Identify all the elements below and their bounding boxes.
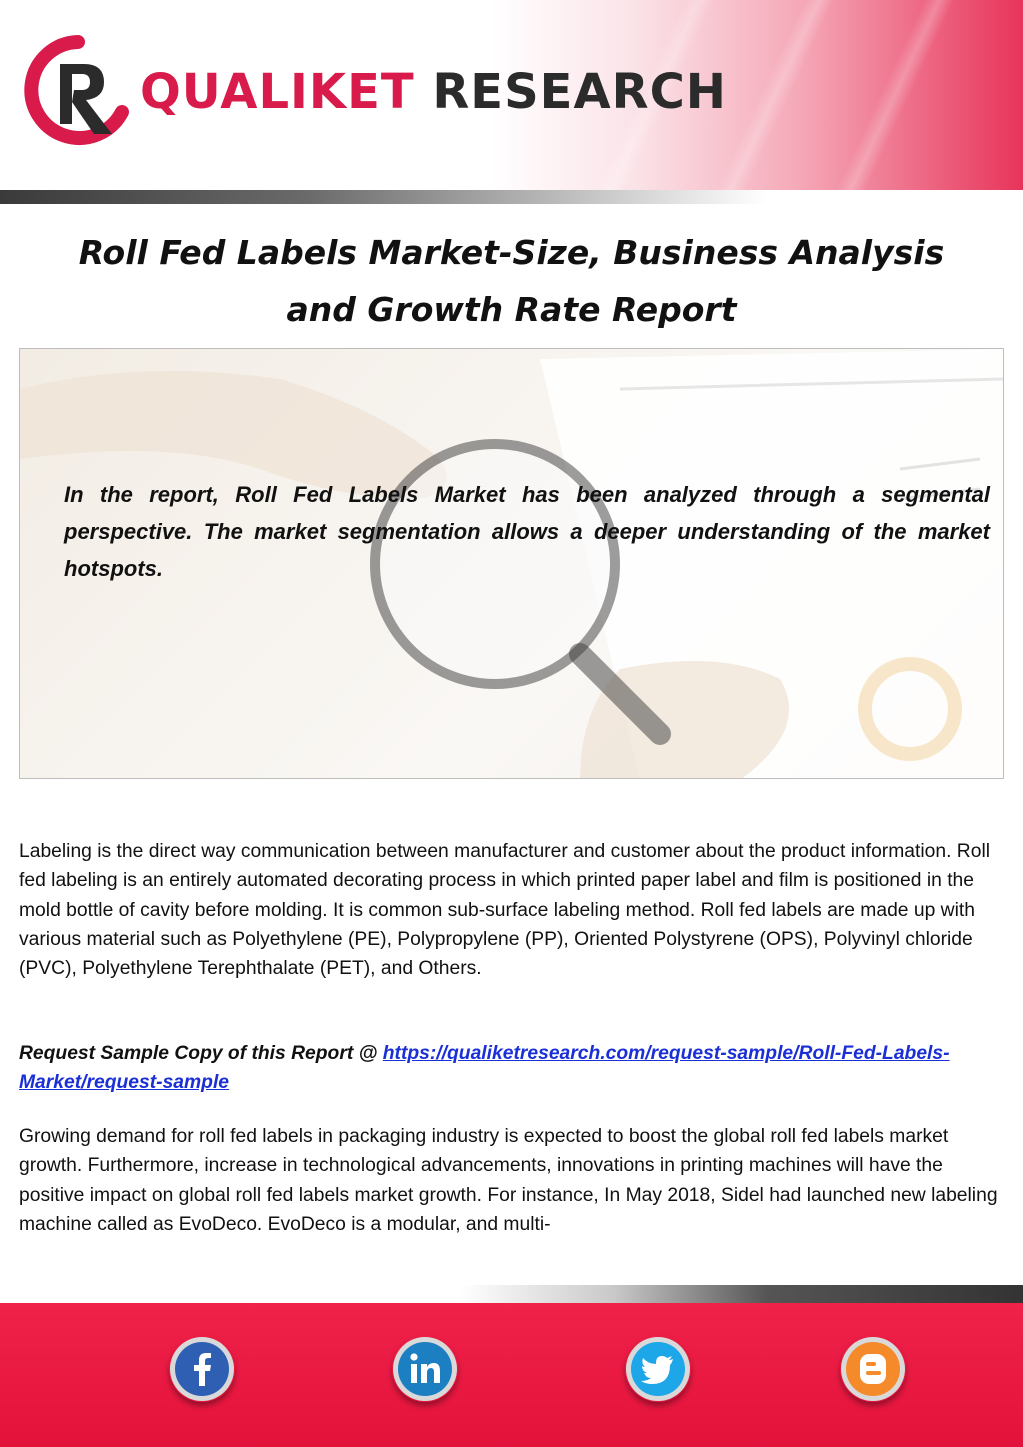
header-decoration [716, 0, 835, 190]
blogger-button[interactable] [840, 1336, 906, 1402]
header-banner [0, 0, 1023, 190]
blogger-icon [840, 1336, 906, 1402]
intro-text: In the report, Roll Fed Labels Market has been analyzed through a segmental perspective. The market segmentation allows a deeper understanding of the market hotspots. [64, 482, 990, 581]
linkedin-icon [392, 1336, 458, 1402]
twitter-button[interactable] [625, 1336, 691, 1402]
facebook-button[interactable] [169, 1336, 235, 1402]
footer-divider [0, 1285, 1023, 1303]
linkedin-button[interactable] [392, 1336, 458, 1402]
request-sample-label: Request Sample Copy of this Report @ [19, 1043, 383, 1064]
body-paragraph-1: Labeling is the direct way communication between manufacturer and customer about the product information. Roll fed labeling is an entirely automated decorating process in which printed paper label and film is positioned in the mold bottle of cavity before molding. It is common sub-surface labeling method. Roll fed labels are made up with various material such as Polyethylene (PE), Polypropylene (PP), Oriented Polystyrene (OPS), Polyvinyl chloride (PVC), Polyethylene Terephthalate (PET), and Others. [19, 841, 991, 980]
page-title: Roll Fed Labels Market-Size, Business Analysis and Growth Rate Report [78, 233, 945, 329]
request-sample-link[interactable]: https://qualiketresearch.com/request-sample/Roll-Fed-Labels-Market/request-sample [19, 1043, 950, 1093]
brand-name-part2: RESEARCH [432, 64, 727, 120]
qualiket-logo-icon [22, 34, 134, 146]
facebook-icon [169, 1336, 235, 1402]
hero-image [19, 348, 1004, 779]
header-decoration [836, 0, 955, 190]
brand-name [140, 62, 727, 122]
body-paragraph-2: Growing demand for roll fed labels in packaging industry is expected to boost the global roll fed labels market growth. Furthermore, increase in technological advancements, innovations in printing machines will have the positive impact on global roll fed labels market growth. For instance, In May 2018, Sidel had launched new labeling machine called as EvoDeco. EvoDeco is a modular, and multi- [19, 1126, 998, 1235]
twitter-icon [625, 1336, 691, 1402]
brand-name-part1: QUALIKET [140, 64, 415, 120]
request-sample [19, 1039, 1009, 1097]
header-divider [0, 190, 1023, 204]
